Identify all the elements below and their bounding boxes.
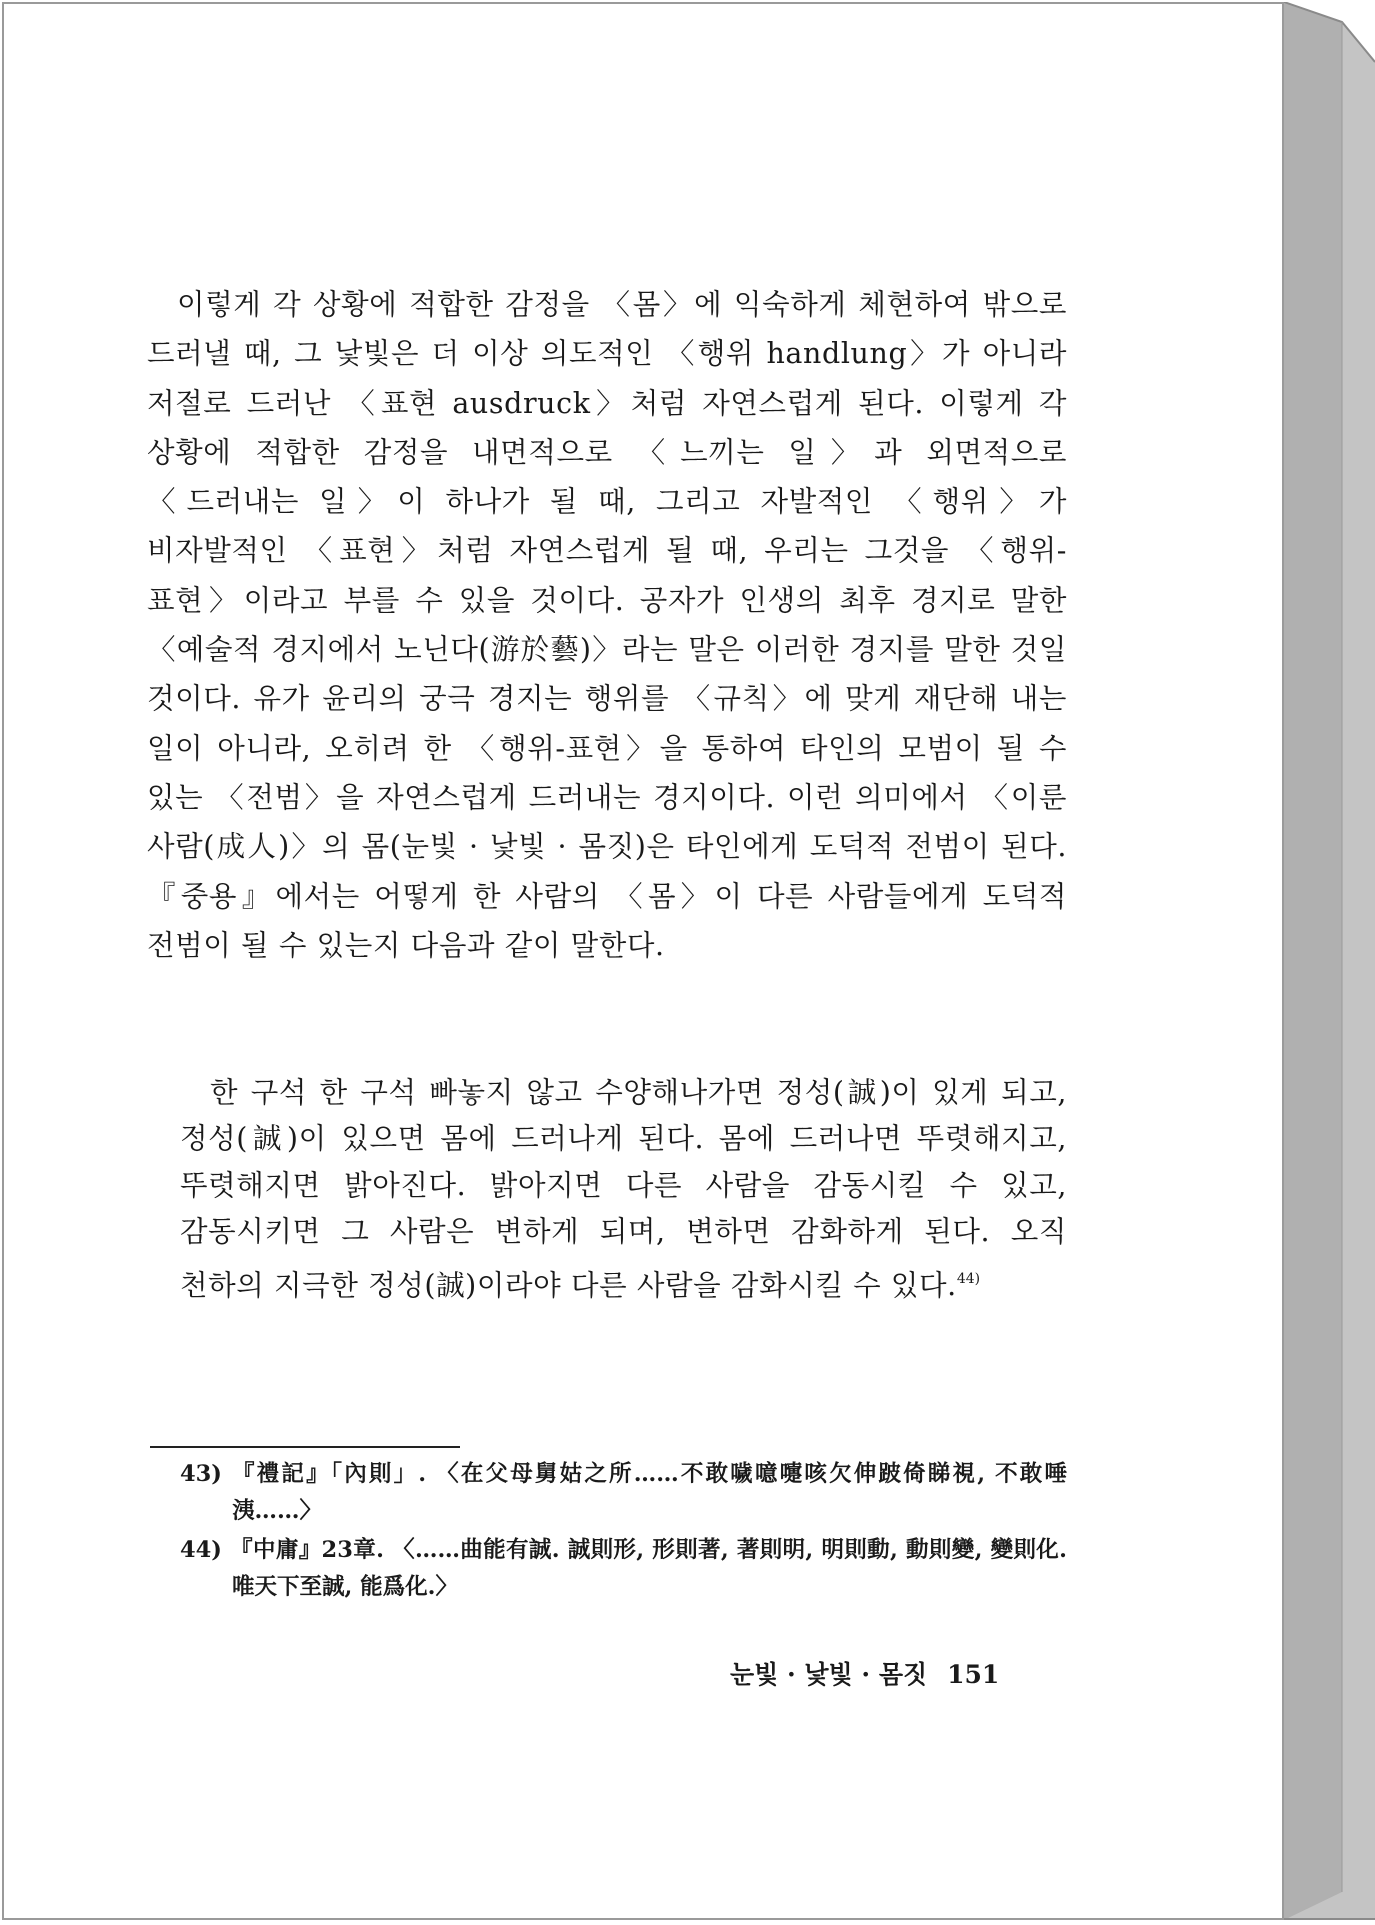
running-title: 눈빛 · 낯빛 · 몸짓 (730, 1660, 928, 1689)
running-footer (730, 1655, 1070, 1691)
footnote-43: 43) 『禮記』「內則」. 〈在父母舅姑之所……不敢噦噫嚏咳欠伸跛倚睇視, 不敢唾洟……〉 (180, 1461, 1067, 1524)
quote-text: 한 구석 한 구석 빠놓지 않고 수양해나가면 정성(誠)이 있게 되고, 정성(誠)이 있으면 몸에 드러나게 된다. 몸에 드러나면 뚜렷해지고, 뚜렷해지면 밝아진다. 밝아지면 다른 사람을 감동시킬 수 있고, 감동시키면 그 사람은 변하게 되며, 변하면 감화하게 된다. 오직 천하의 지극한 정성(誠)이라야 다른 사람을 감화시킬 수 있다. (180, 1076, 1067, 1302)
main-text (147, 280, 1067, 970)
footnote-reference: 44) (956, 1270, 981, 1287)
block-quote (180, 1070, 1067, 1309)
footnote-44: 44) 『中庸』23章. 〈……曲能有誠. 誠則形, 形則著, 著則明, 明則動, 動則變, 變則化. 唯天下至誠, 能爲化.〉 (180, 1537, 1067, 1600)
page-number: 151 (947, 1660, 1000, 1689)
page-edge-shadow (1284, 2, 1375, 1920)
body-paragraph: 이렇게 각 상황에 적합한 감정을 〈몸〉에 익숙하게 체현하여 밖으로 드러낼 때, 그 낯빛은 더 이상 의도적인 〈행위 handlung〉가 아니라 저절로 드러난 〈표현 ausdruck〉처럼 자연스럽게 된다. 이렇게 각 상황에 적합한 감정을 내면적으로 〈느끼는 일〉과 외면적으로 〈드러내는 일〉이 하나가 될 때, 그리고 자발적인 〈행위〉가 비자발적인 〈표현〉처럼 자연스럽게 될 때, 우리는 그것을 〈행위-표현〉이라고 부를 수 있을 것이다. 공자가 인생의 최후 경지로 말한 〈예술적 경지에서 노닌다(游於藝)〉라는 말은 이러한 경지를 말한 것일 것이다. 유가 윤리의 궁극 경지는 행위를 〈규칙〉에 맞게 재단해 내는 일이 아니라, 오히려 한 〈행위-표현〉을 통하여 타인의 모범이 될 수 있는 〈전범〉을 자연스럽게 드러내는 경지이다. 이런 의미에서 〈이룬 사람(成人)〉의 몸(눈빛 · 낯빛 · 몸짓)은 타인에게 도덕적 전범이 된다. 『중용』에서는 어떻게 한 사람의 〈몸〉이 다른 사람들에게 도덕적 전범이 될 수 있는지 다음과 같이 말한다. (147, 288, 1067, 962)
footnotes (180, 1456, 1067, 1608)
footnote-divider (150, 1446, 460, 1448)
